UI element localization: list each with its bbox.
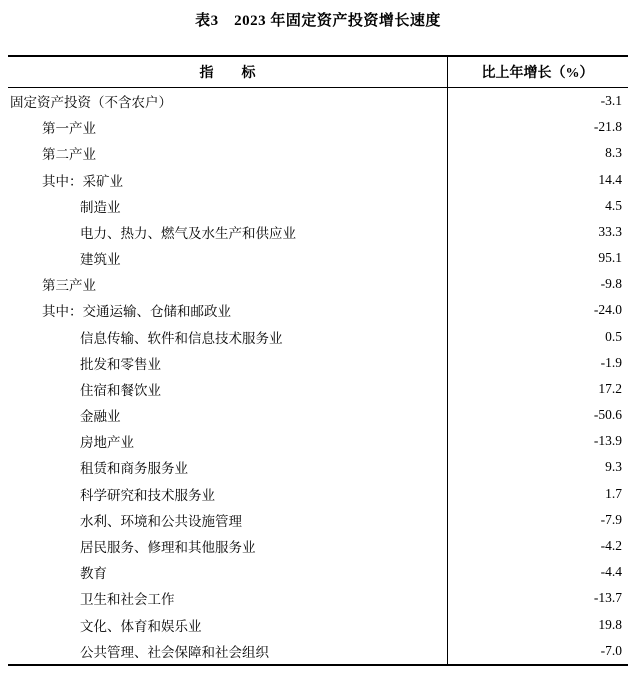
- row-label-text: 第二产业: [42, 147, 96, 163]
- row-label-text: 采矿业: [82, 173, 123, 189]
- row-label-text: 文化、体育和娱乐业: [80, 618, 202, 634]
- table-header-row: [8, 57, 628, 88]
- row-label-text: 租赁和商务服务业: [80, 461, 188, 477]
- row-prefix: 其中：: [42, 304, 83, 320]
- row-label-text: 交通运输、仓储和邮政业: [82, 304, 231, 320]
- row-value: 95.1: [598, 250, 622, 266]
- row-value: 33.3: [598, 223, 622, 239]
- row-value: -7.9: [600, 511, 622, 527]
- table-row: [8, 559, 628, 585]
- row-label-text: 公共管理、社会保障和社会组织: [80, 644, 269, 660]
- row-label-text: 教育: [80, 566, 107, 582]
- row-value: 1.7: [605, 485, 622, 501]
- table-row: [8, 193, 628, 219]
- row-value: -4.4: [600, 564, 622, 580]
- table-row: [8, 533, 628, 559]
- row-label: [8, 484, 447, 504]
- table-row: [8, 271, 628, 297]
- row-label-text: 居民服务、修理和其他服务业: [80, 540, 256, 555]
- row-label-text: 建筑业: [80, 252, 121, 268]
- table-row: [8, 350, 628, 376]
- row-value: 4.5: [605, 197, 622, 213]
- table-row: [8, 219, 628, 245]
- row-label: [8, 170, 447, 190]
- row-label: [8, 510, 447, 530]
- row-value: -21.8: [593, 119, 622, 135]
- row-value: 17.2: [598, 380, 622, 396]
- table-row: [8, 88, 628, 114]
- row-label: [8, 117, 447, 137]
- header-growth: 比上年增长（%）: [481, 66, 594, 81]
- row-label-text: 第一产业: [42, 121, 96, 137]
- row-value: -50.6: [593, 407, 622, 423]
- row-value: 8.3: [605, 145, 622, 161]
- row-label: [8, 457, 447, 477]
- row-value: -4.2: [600, 538, 622, 553]
- row-label-text: 房地产业: [80, 435, 134, 451]
- table-row: [8, 402, 628, 428]
- row-label: [8, 536, 447, 556]
- row-prefix: 其中：: [42, 173, 83, 189]
- row-label: [8, 588, 447, 608]
- row-label-text: 卫生和社会工作: [80, 592, 175, 608]
- table-row: [8, 454, 628, 480]
- row-value: -13.9: [593, 433, 622, 449]
- row-label-text: 水利、环境和公共设施管理: [80, 513, 242, 529]
- stats-table: [8, 55, 628, 666]
- row-label-text: 电力、热力、燃气及水生产和供应业: [80, 225, 296, 241]
- table-row: [8, 245, 628, 271]
- row-label: [8, 327, 447, 347]
- row-label: [8, 615, 447, 635]
- table-row: [8, 481, 628, 507]
- row-label: [8, 300, 447, 320]
- row-label: [8, 143, 447, 163]
- table-row: [8, 507, 628, 533]
- row-label: [8, 274, 447, 294]
- row-label-text: 批发和零售业: [80, 356, 161, 372]
- row-label-text: 第三产业: [42, 278, 96, 294]
- row-value: 19.8: [598, 616, 622, 632]
- header-indicator: 指 标: [199, 66, 256, 81]
- table-row: [8, 585, 628, 611]
- row-label-text: 制造业: [80, 199, 121, 215]
- row-label: [8, 641, 447, 661]
- row-label-text: 科学研究和技术服务业: [80, 487, 215, 503]
- row-value: -9.8: [600, 276, 622, 292]
- page-title: 表3 2023 年固定资产投资增长速度: [195, 13, 441, 29]
- row-value: -7.0: [600, 642, 622, 658]
- row-value: 9.3: [605, 459, 622, 475]
- column-divider: [447, 57, 449, 664]
- row-label: [8, 405, 447, 425]
- table-row: [8, 638, 628, 664]
- row-value: -3.1: [600, 93, 622, 109]
- table-row: [8, 297, 628, 323]
- table-row: [8, 611, 628, 637]
- row-value: -1.9: [600, 354, 622, 370]
- row-label-text: 固定资产投资（不含农户）: [10, 95, 172, 111]
- row-label: [8, 222, 447, 242]
- row-label-text: 住宿和餐饮业: [80, 382, 161, 398]
- row-label: [8, 248, 447, 268]
- row-value: 0.5: [605, 328, 622, 344]
- table-body: [8, 88, 628, 664]
- row-label: [8, 353, 447, 373]
- table-row: [8, 167, 628, 193]
- row-label-text: 金融业: [80, 409, 121, 425]
- row-value: -24.0: [593, 302, 622, 318]
- table-row: [8, 114, 628, 140]
- row-label: [8, 379, 447, 399]
- row-label: [8, 431, 447, 451]
- row-value: 14.4: [598, 171, 622, 187]
- row-label-text: 信息传输、软件和信息技术服务业: [80, 330, 283, 346]
- row-value: -13.7: [593, 590, 622, 606]
- table-row: [8, 140, 628, 166]
- row-label: [8, 91, 447, 111]
- row-label: [8, 562, 447, 582]
- table-row: [8, 376, 628, 402]
- table-row: [8, 324, 628, 350]
- row-label: [8, 196, 447, 216]
- table-row: [8, 428, 628, 454]
